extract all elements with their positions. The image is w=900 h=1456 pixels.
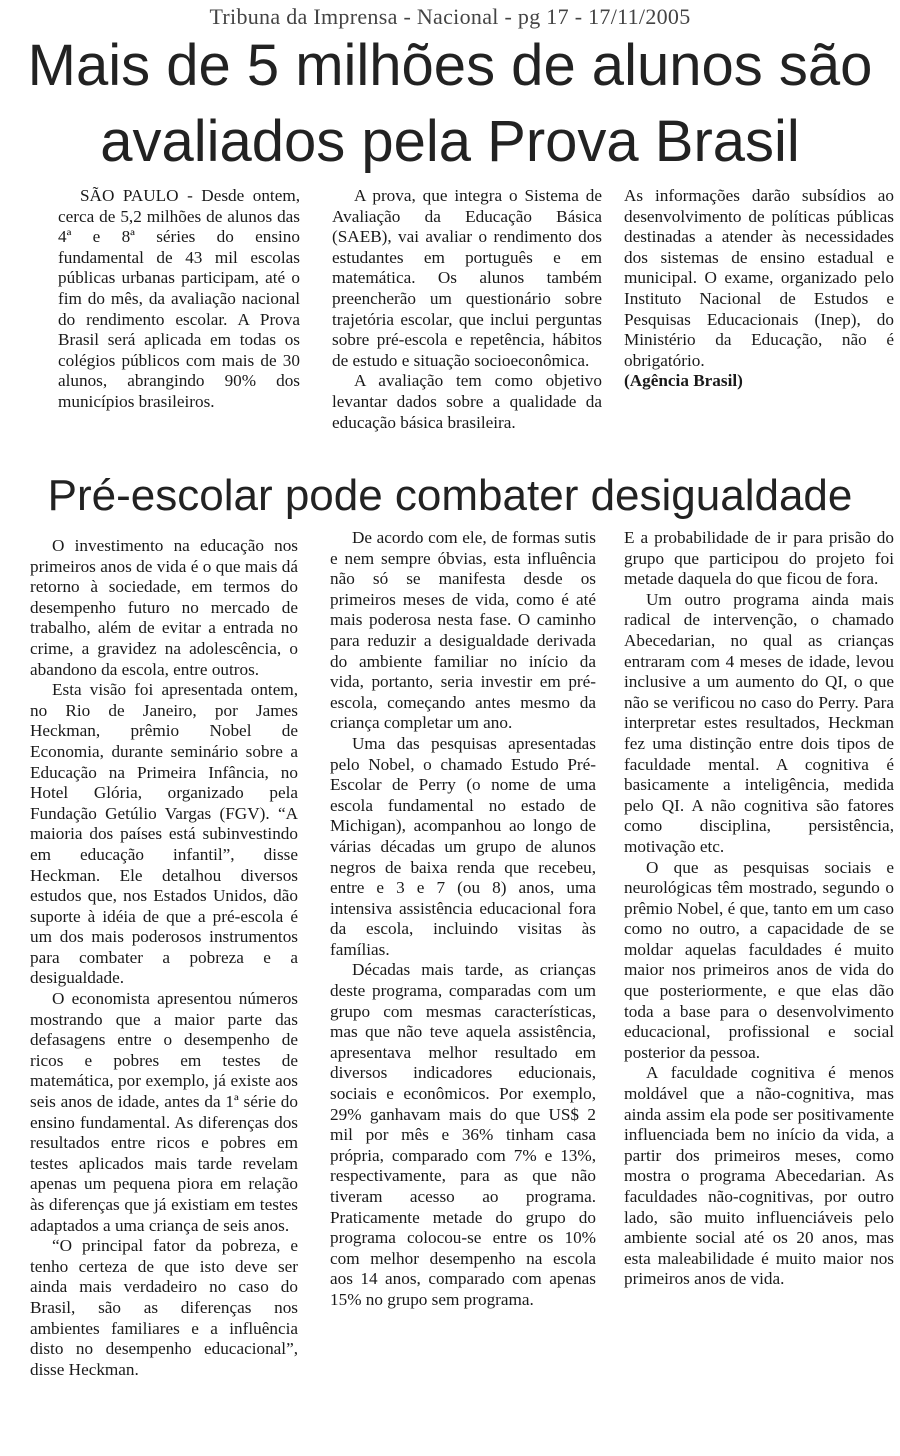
paragraph: As informações darão subsídios ao desenvolvimento de políticas públicas destinadas a atender às necessidades dos sistemas de ensino estadual e municipal. O exame, organizado pelo Instituto Nacional de Estudos e Pesquisas Educacionais (Inep), do Ministério da Educação, não é obrigatório. <box>624 186 894 370</box>
headline-article-2: Pré-escolar pode combater desigualdade <box>47 471 853 520</box>
paragraph: A faculdade cognitiva é menos moldável que a não-cognitiva, mas ainda assim ela pode ser positivamente influenciada bem no início da vida, a partir dos primeiros meses, como mostra o programa Abecedarian. As faculdades não-cognitivas, por outro lado, são muito influenciáveis pelo ambiente social até os 20 anos, mas esta maleabilidade é muito maior nos primeiros anos de vida. <box>624 1063 894 1289</box>
paragraph: Esta visão foi apresentada ontem, no Rio de Janeiro, por James Heckman, prêmio Nobel de Economia, durante seminário sobre a Educação na Primeira Infância, no Hotel Glória, organizado pela Fundação Getúlio Vargas (FGV). “A maioria dos países está subinvestindo em educação infantil”, disse Heckman. Ele detalhou diversos estudos que, nos Estados Unidos, dão suporte à idéia de que a pré-escola é um dos mais poderosos instrumentos para combater a pobreza e a desigualdade. <box>30 680 298 988</box>
paragraph: Décadas mais tarde, as crianças deste programa, comparadas com um grupo com mesmas características, mas que não teve aquela assistência, apresentava melhor resultado em diversos indicadores educionais, sociais e econômicos. Por exemplo, 29% ganhavam mais do que US$ 2 mil por mês e 36% tinham casa própria, comparado com 7% e 13%, respectivamente, para as que não tiveram acesso ao programa. Praticamente metade do grupo do programa colocou-se entre os 10% com melhor desempenho na escola aos 14 anos, comparado com apenas 15% no grupo sem programa. <box>330 960 596 1309</box>
paragraph: O economista apresentou números mostrando que a maior parte das defasagens entre o desempenho de ricos e pobres em testes de matemática, por exemplo, já existe aos seis anos de idade, antes da 1ª série do ensino fundamental. As diferenças dos resultados entre ricos e pobres em testes aplicados mais tarde revelam apenas um pequena piora em relação às diferenças que já existiam em testes adaptados a uma criança de seis anos. <box>30 989 298 1235</box>
article2-column-3 <box>624 528 894 1290</box>
article1-column-3 <box>624 186 894 392</box>
source-credit: (Agência Brasil) <box>624 371 743 391</box>
paragraph: A avaliação tem como objetivo levantar dados sobre a qualidade da educação básica brasileira. <box>332 371 602 432</box>
paragraph: Um outro programa ainda mais radical de intervenção, o chamado Abecedarian, no qual as crianças entraram com 4 meses de idade, levou inclusive a um aumento do QI, o que não se verificou no caso do Perry. Para interpretar estes resultados, Heckman fez uma distinção entre dois tipos de faculdade mental. A cognitiva é basicamente a inteligência, medida pelo QI. A não cognitiva são fatores como disciplina, persistência, motivação etc. <box>624 589 894 856</box>
article1-column-1 <box>58 186 300 413</box>
paragraph: O investimento na educação nos primeiros anos de vida é o que mais dá retorno à sociedade, em termos do desempenho futuro no mercado de trabalho, além de evitar a entrada no crime, a gravidez na adolescência, o abandono da escola, entre outros. <box>30 536 298 679</box>
paragraph: SÃO PAULO - Desde ontem, cerca de 5,2 milhões de alunos das 4ª e 8ª séries do ensino fundamental de 43 mil escolas públicas urbanas participam, até o fim do mês, da avaliação nacional do rendimento escolar. A Prova Brasil será aplicada em todas os colégios públicos com mais de 30 alunos, abrangindo 90% dos municípios brasileiros. <box>58 186 300 411</box>
headline-line-2: avaliados pela Prova Brasil <box>100 109 800 174</box>
paragraph: “O principal fator da pobreza, e tenho certeza de que isto deve ser ainda mais verdadeiro no caso do Brasil, são as diferenças nos ambientes familiares e a influência disto no desempenho educacional”, disse Heckman. <box>30 1236 298 1379</box>
paragraph: Uma das pesquisas apresentadas pelo Nobel, o chamado Estudo Pré-Escolar de Perry (o nome de uma escola fundamental no estado de Michigan), acompanhou ao longo de várias décadas um grupo de alunos negros de baixa renda que recebeu, entre e 3 e 7 (ou 8) anos, uma intensiva assistência educacional fora da escola, incluindo visitas às famílias. <box>330 733 596 959</box>
paragraph: A prova, que integra o Sistema de Avaliação da Educação Básica (SAEB), vai avaliar o rendimento dos estudantes em português e em matemática. Os alunos também preencherão um questionário sobre trajetória escolar, que inclui perguntas sobre pré-escola e repetência, hábitos de estudo e situação socioeconômica. <box>332 186 602 370</box>
article2-column-1 <box>30 536 298 1380</box>
article1-column-2 <box>332 186 602 433</box>
headline-line-1: Mais de 5 milhões de alunos são <box>27 33 873 98</box>
source-line: Tribuna da Imprensa - Nacional - pg 17 - 17/11/2005 <box>209 4 691 29</box>
paragraph: E a probabilidade de ir para prisão do grupo que participou do projeto foi metade daquela do que ficou de fora. <box>624 528 894 589</box>
paragraph: De acordo com ele, de formas sutis e nem sempre óbvias, esta influência não só se manifesta desde os primeiros meses de vida, como é até mais poderosa nesta fase. O caminho para reduzir a desigualdade derivada do ambiente familiar no início da vida, portanto, seria investir em pré-escola, começando antes mesmo da criança completar um ano. <box>330 528 596 733</box>
paragraph: O que as pesquisas sociais e neurológicas têm mostrado, segundo o prêmio Nobel, é que, tanto em um caso como no outro, a capacidade de se moldar aquelas faculdades é muito maior nos primeiros anos de vida do que posteriormente, e que elas dão toda a base para o desenvolvimento educacional, profissional e social posterior da pessoa. <box>624 857 894 1062</box>
article2-column-2 <box>330 528 596 1311</box>
